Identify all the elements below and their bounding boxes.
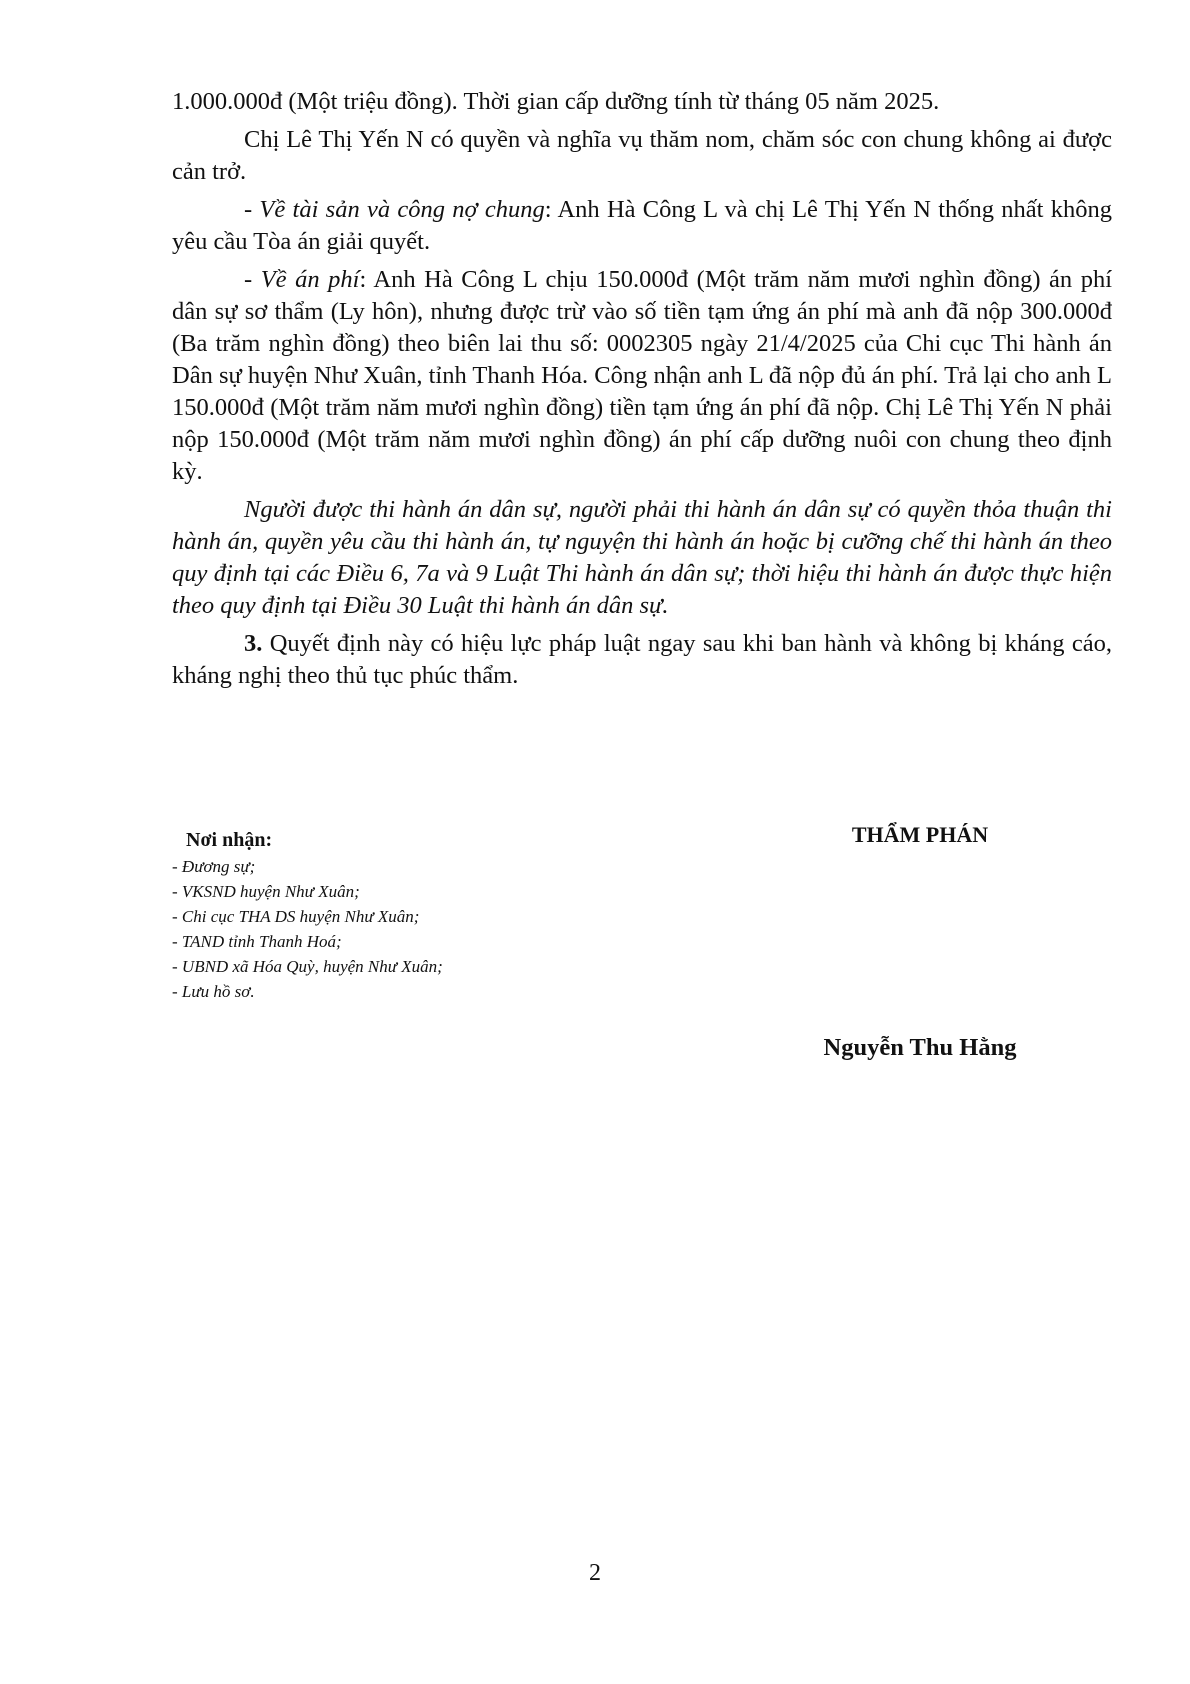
recipient-item: - VKSND huyện Như Xuân; bbox=[172, 882, 360, 901]
assets-label: - Về tài sản và công nợ chung bbox=[244, 196, 545, 223]
paragraph-enforcement-rights: Người được thi hành án dân sự, người phải thi hành án dân sự có quyền thỏa thuận thi hành án, quyền yêu cầu thi hành án, tự nguyện thi hành án hoặc bị cưỡng chế thi hành án theo quy định tại các Điều 6, 7a và 9 Luật Thi hành án dân sự; thời hiệu thi hành án được thực hiện theo quy định tại Điều 30 Luật thi hành án dân sự. bbox=[172, 496, 1112, 619]
signer-name: Nguyễn Thu Hằng bbox=[823, 1034, 1017, 1061]
paragraph-court-fee bbox=[172, 264, 1112, 488]
recipient-item: - UBND xã Hóa Quỳ, huyện Như Xuân; bbox=[172, 957, 443, 976]
court-fee-text: : Anh Hà Công L chịu 150.000đ (Một trăm năm mươi nghìn đồng) án phí dân sự sơ thẩm (Ly hôn), nhưng được trừ vào số tiền tạm ứng án phí mà anh đã nộp 300.000đ (Ba trăm nghìn đồng) theo biên lai thu số: 0002305 ngày 21/4/2025 của Chi cục Thi hành án Dân sự huyện Như Xuân, tỉnh Thanh Hóa. Công nhận anh L đã nộp đủ án phí. Trả lại cho anh L 150.000đ (Một trăm năm mươi nghìn đồng) tiền tạm ứng án phí đã nộp. Chị Lê Thị Yến N phải nộp 150.000đ (Một trăm năm mươi nghìn đồng) án phí cấp dưỡng nuôi con chung theo định kỳ. bbox=[172, 266, 1112, 485]
recipient-item: - Đương sự; bbox=[172, 857, 256, 876]
paragraph-child-support: 1.000.000đ (Một triệu đồng). Thời gian cấp dưỡng tính từ tháng 05 năm 2025. bbox=[172, 88, 940, 115]
recipient-item: - Lưu hồ sơ. bbox=[172, 982, 255, 1001]
paragraph-assets bbox=[172, 194, 1112, 258]
signer-title: THẨM PHÁN bbox=[851, 822, 989, 847]
page-number: 2 bbox=[589, 1560, 601, 1586]
assets-text: : Anh Hà Công L và chị Lê Thị Yến N thống nhất không yêu cầu Tòa án giải quyết. bbox=[172, 196, 1112, 255]
court-fee-label: - Về án phí bbox=[244, 266, 360, 293]
paragraph-visitation: Chị Lê Thị Yến N có quyền và nghĩa vụ thăm nom, chăm sóc con chung không ai được cản trở. bbox=[172, 126, 1112, 185]
recipient-item: - TAND tỉnh Thanh Hoá; bbox=[172, 932, 342, 951]
recipients-block bbox=[172, 826, 592, 1004]
recipient-item: - Chi cục THA DS huyện Như Xuân; bbox=[172, 907, 420, 926]
paragraph-effectiveness bbox=[172, 628, 1112, 692]
effectiveness-text: Quyết định này có hiệu lực pháp luật ngay sau khi ban hành và không bị kháng cáo, kháng nghị theo thủ tục phúc thẩm. bbox=[172, 630, 1112, 689]
recipients-title: Nơi nhận: bbox=[186, 829, 273, 851]
item-number: 3. bbox=[244, 630, 263, 657]
decision-body bbox=[172, 86, 1112, 698]
